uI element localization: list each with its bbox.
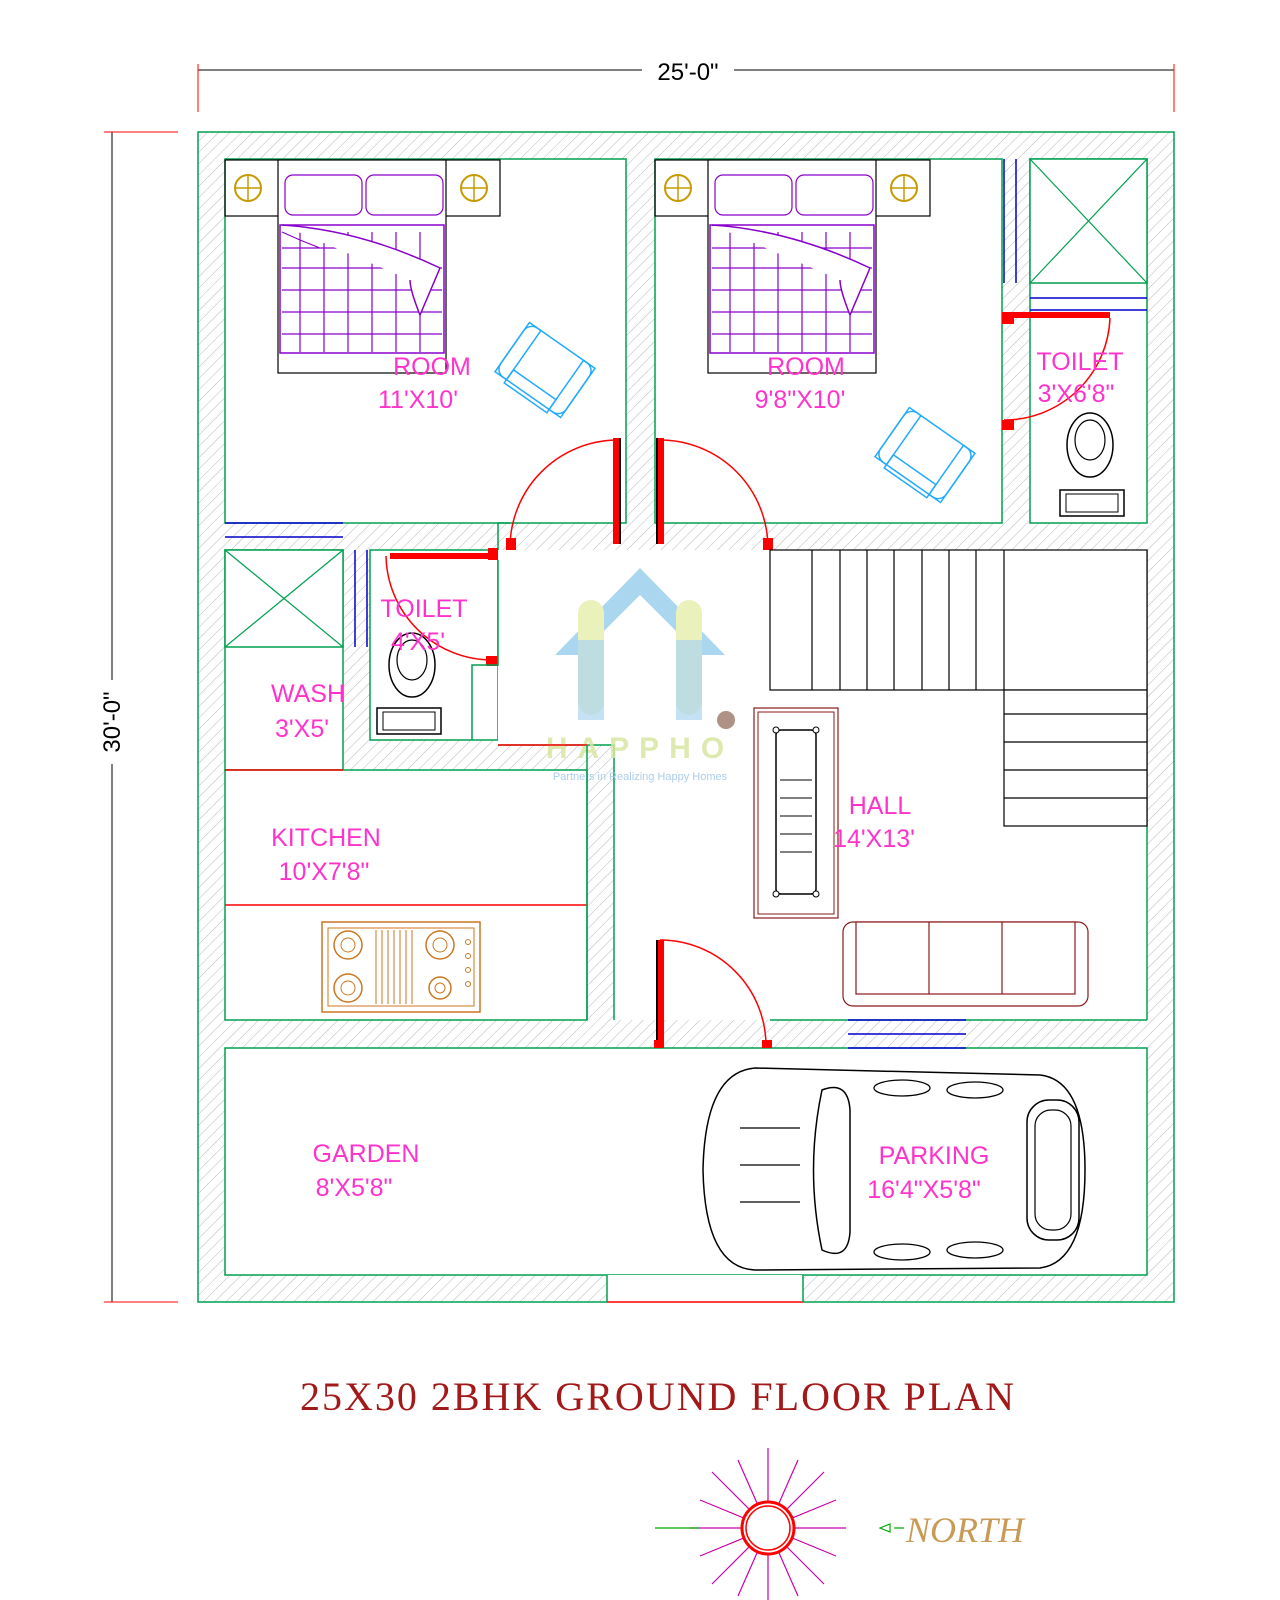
toilet2-name: TOILET (380, 595, 468, 623)
width-dimension (198, 56, 1174, 112)
room2-name: ROOM (767, 353, 845, 381)
compass-icon (655, 1448, 904, 1600)
room1-size: 11'X10' (378, 386, 458, 414)
parking-name: PARKING (878, 1142, 990, 1170)
watermark-tagline: Partners in Realizing Happy Homes (552, 771, 728, 783)
north-label: NORTH (906, 1510, 1025, 1550)
kitchen-size: 10'X7'8" (278, 858, 370, 886)
kitchen-name: KITCHEN (271, 824, 381, 852)
room1-name: ROOM (393, 353, 471, 381)
toilet1-size: 3'X6'8" (1037, 380, 1115, 408)
depth-label: 30'-0" (99, 691, 126, 753)
sofa (843, 922, 1088, 1006)
depth-dimension (98, 132, 178, 1302)
toilet2-size: 4'X5' (390, 628, 446, 656)
parking-size: 16'4"X5'8" (867, 1176, 981, 1204)
toilet1-name: TOILET (1036, 348, 1124, 376)
garden-name: GARDEN (312, 1140, 420, 1168)
wash-name: WASH (270, 680, 346, 708)
hall-size: 14'X13' (833, 825, 915, 853)
wash-size: 3'X5' (274, 715, 330, 743)
plan-title: 25X30 2BHK GROUND FLOOR PLAN (299, 1374, 1017, 1419)
garden-size: 8'X5'8" (315, 1174, 393, 1202)
hall-name: HALL (848, 792, 912, 820)
watermark-brand: HAPPHO (545, 732, 735, 765)
room2-size: 9'8"X10' (754, 386, 846, 414)
width-label: 25'-0" (657, 59, 719, 86)
